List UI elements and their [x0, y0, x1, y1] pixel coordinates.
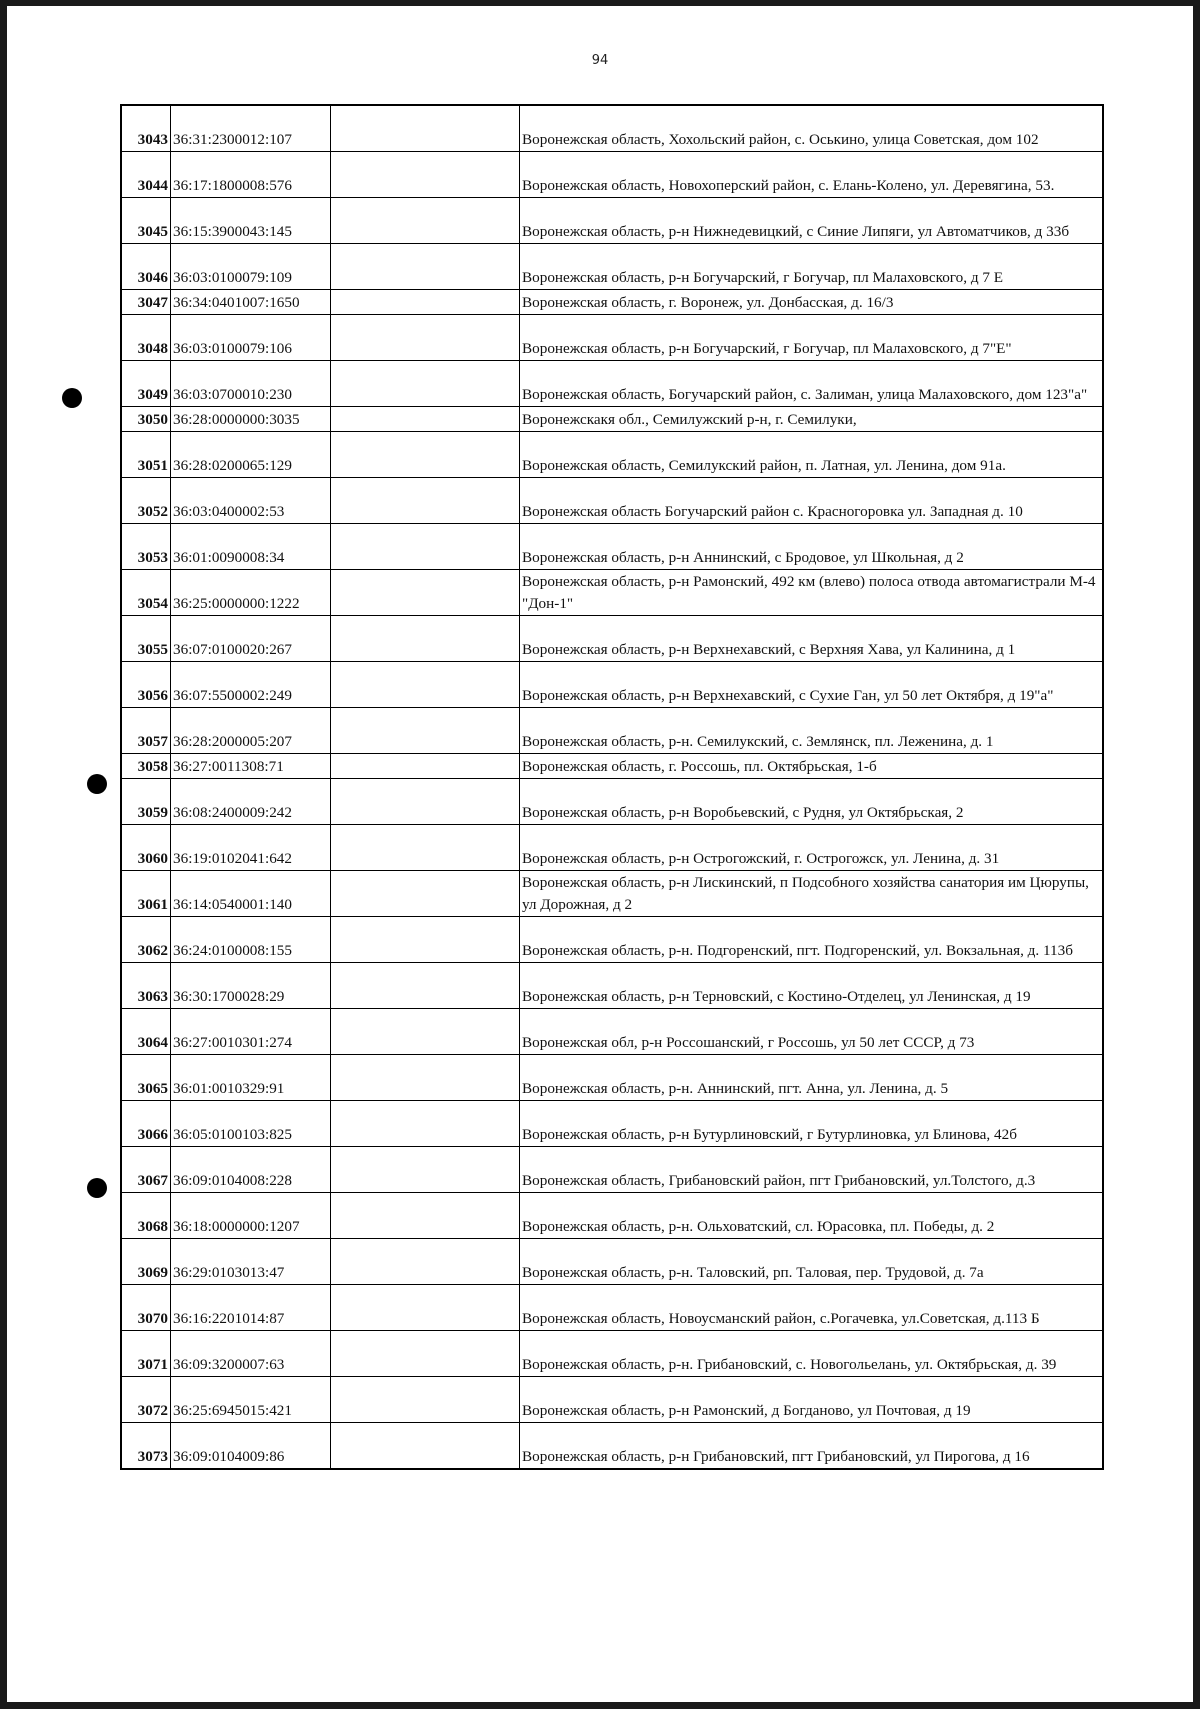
blank-cell — [331, 290, 520, 315]
punch-hole-mark — [62, 388, 82, 408]
address-cell: Воронежская область, р-н. Подгоренский, пгт. Подгоренский, ул. Вокзальная, д. 113б — [520, 917, 1104, 963]
blank-cell — [331, 963, 520, 1009]
record-number-cell: 3045 — [121, 198, 171, 244]
record-number-cell: 3067 — [121, 1147, 171, 1193]
address-cell: Воронежская область, Богучарский район, с. Залиман, улица Малаховского, дом 123"а" — [520, 361, 1104, 407]
record-number-cell: 3054 — [121, 570, 171, 616]
table-row — [121, 1101, 1103, 1147]
blank-cell — [331, 1239, 520, 1285]
record-number-cell: 3044 — [121, 152, 171, 198]
address-cell: Воронежская область, Новохоперский район, с. Елань-Колено, ул. Деревягина, 53. — [520, 152, 1104, 198]
cadastral-number-cell: 36:16:2201014:87 — [171, 1285, 331, 1331]
table-row — [121, 361, 1103, 407]
blank-cell — [331, 825, 520, 871]
blank-cell — [331, 616, 520, 662]
address-cell: Воронежская область, р-н Острогожский, г. Острогожск, ул. Ленина, д. 31 — [520, 825, 1104, 871]
record-number-cell: 3057 — [121, 708, 171, 754]
blank-cell — [331, 754, 520, 779]
blank-cell — [331, 1147, 520, 1193]
address-cell: Воронежская обл, р-н Россошанский, г Россошь, ул 50 лет СССР, д 73 — [520, 1009, 1104, 1055]
cadastral-number-cell: 36:15:3900043:145 — [171, 198, 331, 244]
cadastral-number-cell: 36:03:0400002:53 — [171, 478, 331, 524]
address-cell: Воронежская область, г. Россошь, пл. Октябрьская, 1-б — [520, 754, 1104, 779]
cadastral-number-cell: 36:28:0200065:129 — [171, 432, 331, 478]
blank-cell — [331, 1377, 520, 1423]
record-number-cell: 3047 — [121, 290, 171, 315]
blank-cell — [331, 1009, 520, 1055]
cadastral-number-cell: 36:34:0401007:1650 — [171, 290, 331, 315]
address-cell: Воронежская область, Новоусманский район, с.Рогачевка, ул.Советская, д.113 Б — [520, 1285, 1104, 1331]
table-row — [121, 1285, 1103, 1331]
blank-cell — [331, 917, 520, 963]
blank-cell — [331, 1193, 520, 1239]
blank-cell — [331, 361, 520, 407]
table-row — [121, 871, 1103, 917]
cadastral-number-cell: 36:09:0104009:86 — [171, 1423, 331, 1470]
record-number-cell: 3063 — [121, 963, 171, 1009]
table-row — [121, 616, 1103, 662]
address-cell: Воронежская область, р-н Рамонский, д Богданово, ул Почтовая, д 19 — [520, 1377, 1104, 1423]
address-cell: Воронежская область, Грибановский район, пгт Грибановский, ул.Толстого, д.3 — [520, 1147, 1104, 1193]
address-cell: Воронежская область, р-н Бутурлиновский, г Бутурлиновка, ул Блинова, 42б — [520, 1101, 1104, 1147]
table-row — [121, 432, 1103, 478]
blank-cell — [331, 1285, 520, 1331]
cadastral-number-cell: 36:25:6945015:421 — [171, 1377, 331, 1423]
record-number-cell: 3062 — [121, 917, 171, 963]
table-row — [121, 1239, 1103, 1285]
record-number-cell: 3059 — [121, 779, 171, 825]
record-number-cell: 3053 — [121, 524, 171, 570]
record-number-cell: 3068 — [121, 1193, 171, 1239]
table-row — [121, 1377, 1103, 1423]
blank-cell — [331, 1331, 520, 1377]
cadastral-number-cell: 36:03:0100079:109 — [171, 244, 331, 290]
address-cell: Воронежская область, р-н Верхнехавский, с Верхняя Хава, ул Калинина, д 1 — [520, 616, 1104, 662]
address-cell: Воронежская область, р-н. Грибановский, с. Новогольелань, ул. Октябрьская, д. 39 — [520, 1331, 1104, 1377]
cadastral-number-cell: 36:28:2000005:207 — [171, 708, 331, 754]
address-cell: Воронежская область, р-н. Семилукский, с. Землянск, пл. Леженина, д. 1 — [520, 708, 1104, 754]
record-number-cell: 3073 — [121, 1423, 171, 1470]
address-cell: Воронежская область, р-н Рамонский, 492 км (влево) полоса отвода автомагистрали М-4 "Дон-1" — [520, 570, 1104, 616]
blank-cell — [331, 779, 520, 825]
cadastral-number-cell: 36:09:0104008:228 — [171, 1147, 331, 1193]
record-number-cell: 3052 — [121, 478, 171, 524]
table-row — [121, 1147, 1103, 1193]
cadastral-number-cell: 36:31:2300012:107 — [171, 105, 331, 152]
address-cell: Воронежская область, р-н Нижнедевицкий, с Синие Липяги, ул Автоматчиков, д 33б — [520, 198, 1104, 244]
address-cell: Воронежская область, Хохольский район, с. Оськино, улица Советская, дом 102 — [520, 105, 1104, 152]
table-row — [121, 198, 1103, 244]
record-number-cell: 3066 — [121, 1101, 171, 1147]
punch-hole-mark — [87, 774, 107, 794]
address-cell: Воронежская область, р-н Верхнехавский, с Сухие Ган, ул 50 лет Октября, д 19"а" — [520, 662, 1104, 708]
table-row — [121, 1423, 1103, 1470]
table-row — [121, 754, 1103, 779]
cadastral-number-cell: 36:18:0000000:1207 — [171, 1193, 331, 1239]
cadastral-number-cell: 36:09:3200007:63 — [171, 1331, 331, 1377]
cadastral-number-cell: 36:14:0540001:140 — [171, 871, 331, 917]
table-row — [121, 1331, 1103, 1377]
record-number-cell: 3055 — [121, 616, 171, 662]
blank-cell — [331, 1423, 520, 1470]
blank-cell — [331, 432, 520, 478]
address-cell: Воронежская область Богучарский район с. Красногоровка ул. Западная д. 10 — [520, 478, 1104, 524]
table-row — [121, 244, 1103, 290]
cadastral-number-cell: 36:07:0100020:267 — [171, 616, 331, 662]
table-row — [121, 708, 1103, 754]
blank-cell — [331, 478, 520, 524]
document-page — [7, 6, 1193, 1702]
address-cell: Воронежская область, р-н. Ольховатский, сл. Юрасовка, пл. Победы, д. 2 — [520, 1193, 1104, 1239]
table-row — [121, 1193, 1103, 1239]
blank-cell — [331, 570, 520, 616]
table-row — [121, 152, 1103, 198]
record-number-cell: 3061 — [121, 871, 171, 917]
blank-cell — [331, 1101, 520, 1147]
cadastral-number-cell: 36:03:0700010:230 — [171, 361, 331, 407]
cadastral-number-cell: 36:29:0103013:47 — [171, 1239, 331, 1285]
blank-cell — [331, 244, 520, 290]
cadastral-number-cell: 36:03:0100079:106 — [171, 315, 331, 361]
cadastral-registry-table — [120, 104, 1104, 1470]
blank-cell — [331, 198, 520, 244]
blank-cell — [331, 152, 520, 198]
record-number-cell: 3046 — [121, 244, 171, 290]
cadastral-number-cell: 36:27:0011308:71 — [171, 754, 331, 779]
address-cell: Воронежская область, р-н Грибановский, пгт Грибановский, ул Пирогова, д 16 — [520, 1423, 1104, 1470]
record-number-cell: 3065 — [121, 1055, 171, 1101]
address-cell: Воронежская область, р-н. Таловский, рп. Таловая, пер. Трудовой, д. 7а — [520, 1239, 1104, 1285]
table-row — [121, 315, 1103, 361]
table-row — [121, 963, 1103, 1009]
record-number-cell: 3058 — [121, 754, 171, 779]
address-cell: Воронежская область, р-н. Аннинский, пгт. Анна, ул. Ленина, д. 5 — [520, 1055, 1104, 1101]
cadastral-number-cell: 36:05:0100103:825 — [171, 1101, 331, 1147]
table-row — [121, 1009, 1103, 1055]
blank-cell — [331, 871, 520, 917]
table-row — [121, 524, 1103, 570]
blank-cell — [331, 1055, 520, 1101]
address-cell: Воронежская область, Семилукский район, п. Латная, ул. Ленина, дом 91а. — [520, 432, 1104, 478]
cadastral-number-cell: 36:01:0090008:34 — [171, 524, 331, 570]
address-cell: Воронежская область, р-н Богучарский, г Богучар, пл Малаховского, д 7 Е — [520, 244, 1104, 290]
record-number-cell: 3070 — [121, 1285, 171, 1331]
table-row — [121, 917, 1103, 963]
record-number-cell: 3043 — [121, 105, 171, 152]
table-row — [121, 779, 1103, 825]
blank-cell — [331, 105, 520, 152]
record-number-cell: 3056 — [121, 662, 171, 708]
cadastral-number-cell: 36:24:0100008:155 — [171, 917, 331, 963]
table-row — [121, 1055, 1103, 1101]
blank-cell — [331, 524, 520, 570]
punch-hole-mark — [87, 1178, 107, 1198]
blank-cell — [331, 315, 520, 361]
address-cell: Воронежская область, р-н Терновский, с Костино-Отделец, ул Ленинская, д 19 — [520, 963, 1104, 1009]
record-number-cell: 3069 — [121, 1239, 171, 1285]
record-number-cell: 3072 — [121, 1377, 171, 1423]
record-number-cell: 3064 — [121, 1009, 171, 1055]
table-row — [121, 825, 1103, 871]
blank-cell — [331, 708, 520, 754]
table-row — [121, 407, 1103, 432]
address-cell: Воронежская область, р-н Богучарский, г Богучар, пл Малаховского, д 7"Е" — [520, 315, 1104, 361]
address-cell: Воронежская область, г. Воронеж, ул. Донбасская, д. 16/3 — [520, 290, 1104, 315]
cadastral-number-cell: 36:19:0102041:642 — [171, 825, 331, 871]
address-cell: Воронежскакя обл., Семилужский р-н, г. Семилуки, — [520, 407, 1104, 432]
blank-cell — [331, 662, 520, 708]
cadastral-number-cell: 36:08:2400009:242 — [171, 779, 331, 825]
table-row — [121, 290, 1103, 315]
address-cell: Воронежская область, р-н Аннинский, с Бродовое, ул Школьная, д 2 — [520, 524, 1104, 570]
record-number-cell: 3049 — [121, 361, 171, 407]
cadastral-number-cell: 36:17:1800008:576 — [171, 152, 331, 198]
record-number-cell: 3050 — [121, 407, 171, 432]
record-number-cell: 3071 — [121, 1331, 171, 1377]
cadastral-number-cell: 36:25:0000000:1222 — [171, 570, 331, 616]
page-number: 94 — [591, 53, 609, 68]
cadastral-number-cell: 36:07:5500002:249 — [171, 662, 331, 708]
table-row — [121, 662, 1103, 708]
blank-cell — [331, 407, 520, 432]
cadastral-number-cell: 36:30:1700028:29 — [171, 963, 331, 1009]
address-cell: Воронежская область, р-н Воробьевский, с Рудня, ул Октябрьская, 2 — [520, 779, 1104, 825]
cadastral-number-cell: 36:28:0000000:3035 — [171, 407, 331, 432]
cadastral-number-cell: 36:27:0010301:274 — [171, 1009, 331, 1055]
cadastral-number-cell: 36:01:0010329:91 — [171, 1055, 331, 1101]
table-row — [121, 105, 1103, 152]
table-row — [121, 570, 1103, 616]
record-number-cell: 3048 — [121, 315, 171, 361]
record-number-cell: 3060 — [121, 825, 171, 871]
record-number-cell: 3051 — [121, 432, 171, 478]
address-cell: Воронежская область, р-н Лискинский, п Подсобного хозяйства санатория им Цюрупы, ул Дорожная, д 2 — [520, 871, 1104, 917]
table-row — [121, 478, 1103, 524]
